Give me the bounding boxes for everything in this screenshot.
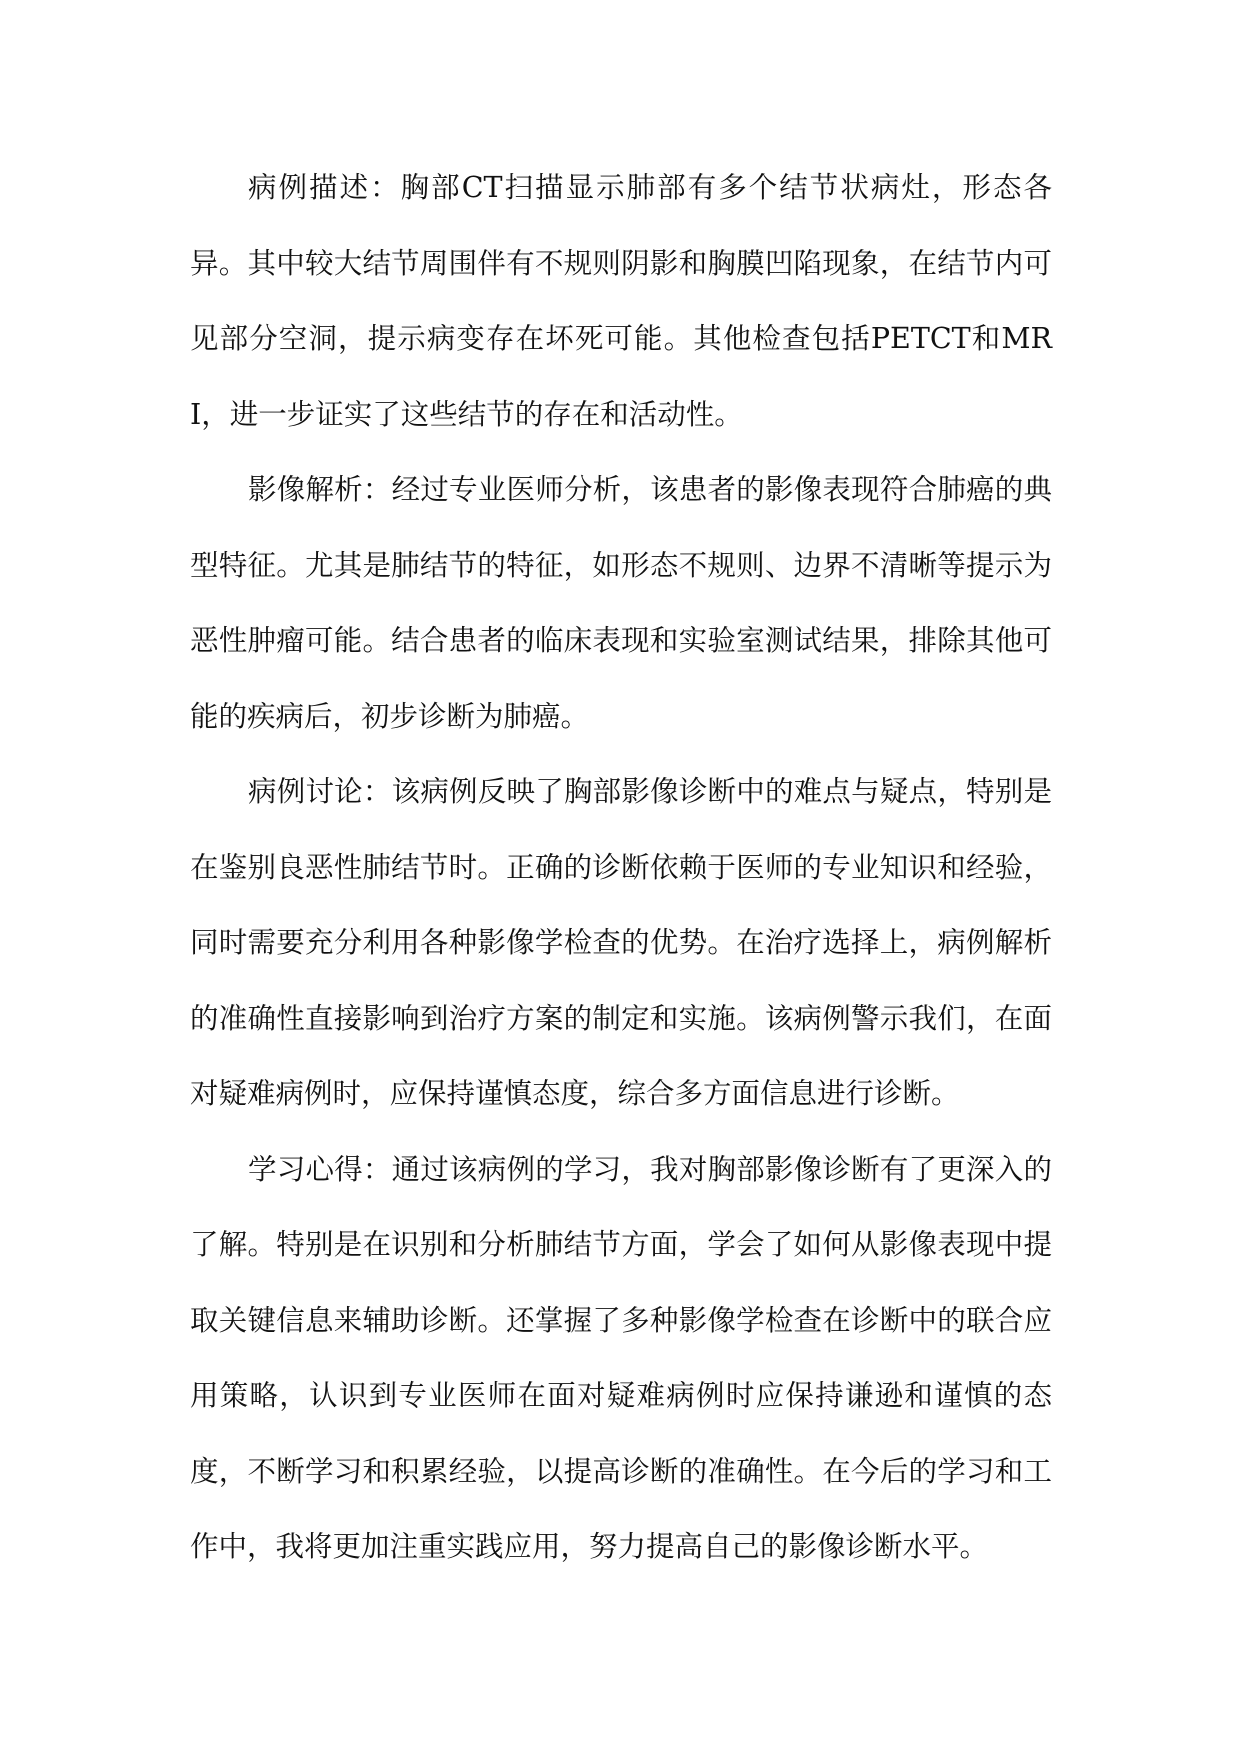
paragraph-case-description: 病例描述：胸部CT扫描显示肺部有多个结节状病灶，形态各异。其中较大结节周围伴有不规则阴影和胸膜凹陷现象，在结节内可见部分空洞，提示病变存在坏死可能。其他检查包括PETCT和MRI，进一步证实了这些结节的存在和活动性。 [190,171,1052,431]
paragraph-learning-notes: 学习心得：通过该病例的学习，我对胸部影像诊断有了更深入的了解。特别是在识别和分析肺结节方面，学会了如何从影像表现中提取关键信息来辅助诊断。还掌握了多种影像学检查在诊断中的联合应用策略，认识到专业医师在面对疑难病例时应保持谦逊和谨慎的态度，不断学习和积累经验，以提高诊断的准确性。在今后的学习和工作中，我将更加注重实践应用，努力提高自己的影像诊断水平。 [190,1152,1052,1563]
paragraph-case-discussion: 病例讨论：该病例反映了胸部影像诊断中的难点与疑点，特别是在鉴别良恶性肺结节时。正确的诊断依赖于医师的专业知识和经验，同时需要充分利用各种影像学检查的优势。在治疗选择上，病例解析的准确性直接影响到治疗方案的制定和实施。该病例警示我们，在面对疑难病例时，应保持谨慎态度，综合多方面信息进行诊断。 [190,775,1052,1110]
document-body [190,150,1052,1585]
paragraph-image-analysis: 影像解析：经过专业医师分析，该患者的影像表现符合肺癌的典型特征。尤其是肺结节的特征，如形态不规则、边界不清晰等提示为恶性肿瘤可能。结合患者的临床表现和实验室测试结果，排除其他可能的疾病后，初步诊断为肺癌。 [190,473,1052,733]
